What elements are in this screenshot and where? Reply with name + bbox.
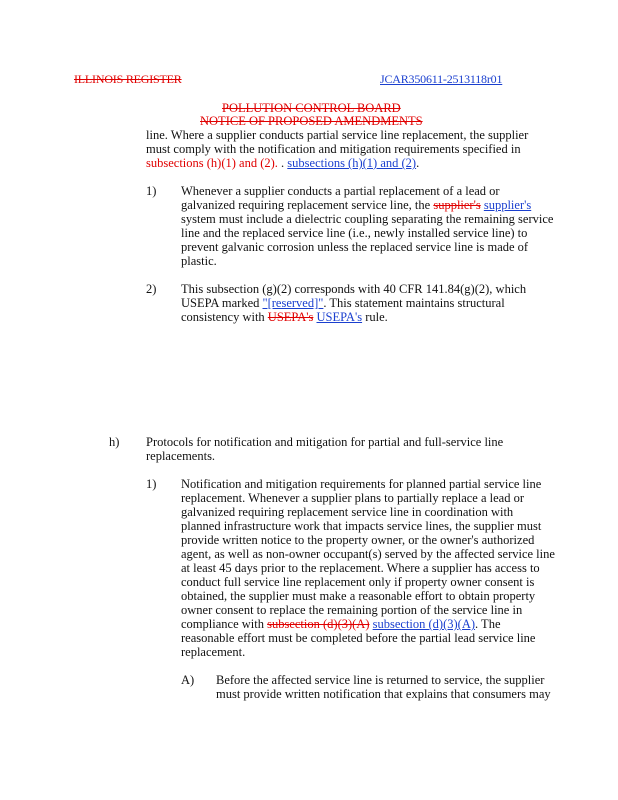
g1-line-2-text: galvanized requiring replacement service line, the (181, 198, 434, 212)
hA-line-1: Before the affected service line is returned to service, the supplier (216, 673, 545, 687)
g1-inserted-supplier: supplier's (483, 198, 532, 212)
g2-line-1: This subsection (g)(2) corresponds with 40 CFR 141.84(g)(2), which (181, 282, 527, 296)
g2-inserted-usepa: USEPA's (316, 310, 363, 324)
title-board: POLLUTION CONTROL BOARD (222, 101, 401, 115)
g2-number: 2) (146, 282, 157, 296)
g1-line-1: Whenever a supplier conducts a partial replacement of a lead or (181, 184, 500, 198)
h1-line-5: provide written notice to the property owner, or the owner's authorized (181, 533, 535, 547)
title-notice: NOTICE OF PROPOSED AMENDMENTS (200, 114, 423, 128)
h1-line-11-text: compliance with (181, 617, 268, 631)
h-line-1: Protocols for notification and mitigation for partial and full-service line (146, 435, 504, 449)
g1-line-4: line and the replaced service line (i.e., newly installed service line) to (181, 226, 528, 240)
intro-line-3 (146, 156, 419, 171)
g2-line-2-tail: . This statement maintains structural (323, 296, 505, 310)
h1-line-3: galvanized requiring replacement service line in coordination with (181, 505, 514, 519)
g2-line-2-text: USEPA marked (181, 296, 263, 310)
h1-line-11 (181, 617, 501, 632)
h1-line-8: conduct full service line replacement only if property owner consent is (181, 575, 535, 589)
h1-line-7: at least 45 days prior to the replacement. Where a supplier has access to (181, 561, 540, 575)
h1-line-1: Notification and mitigation requirements for planned partial service line (181, 477, 542, 491)
g2-deleted-usepa: USEPA's (267, 310, 314, 324)
h1-line-9: obtained, the supplier must make a reasonable effort to obtain property (181, 589, 536, 603)
g1-line-6: plastic. (181, 254, 217, 268)
h1-line-11-tail: . The (475, 617, 501, 631)
intro-period: . (416, 156, 420, 170)
g2-line-3-tail: rule. (362, 310, 388, 324)
g2-inserted-reserved: "[reserved]" (262, 296, 324, 310)
h1-line-2: replacement. Whenever a supplier plans to partially replace a lead or (181, 491, 525, 505)
intro-line-1: line. Where a supplier conducts partial service line replacement, the supplier (146, 128, 529, 142)
hA-number: A) (181, 673, 195, 687)
h-label: h) (109, 435, 120, 449)
g2-line-3-text: consistency with (181, 310, 268, 324)
g2-line-2 (181, 296, 505, 311)
h1-deleted-subsection: subsection (d)(3)(A) (267, 617, 370, 631)
g1-line-3: system must include a dielectric coupling separating the remaining service (181, 212, 554, 226)
header-illinois-register: ILLINOIS REGISTER (74, 72, 182, 86)
h1-line-12: reasonable effort must be completed before the partial lead service line (181, 631, 536, 645)
h1-line-6: agent, as well as non-owner occupant(s) served by the affected service line (181, 547, 555, 561)
h1-line-13: replacement. (181, 645, 246, 659)
g1-deleted-supplier: supplier's (433, 198, 481, 212)
intro-dots: . (277, 156, 288, 170)
intro-deleted-text: subsections (h)(1) and (2). (146, 156, 278, 170)
g2-line-3 (181, 310, 388, 325)
h1-line-4: planned infrastructure work that impacts service lines, the supplier must (181, 519, 542, 533)
h1-line-10: owner consent to replace the remaining portion of the service line in (181, 603, 523, 617)
hA-line-2: must provide written notification that explains that consumers may (216, 687, 551, 701)
h1-number: 1) (146, 477, 157, 491)
header-jcar-reference: JCAR350611-2513118r01 (380, 72, 503, 86)
g1-number: 1) (146, 184, 157, 198)
g1-line-5: prevent galvanic corrosion unless the replaced service line is made of (181, 240, 529, 254)
intro-inserted-text: subsections (h)(1) and (2) (287, 156, 417, 170)
g1-line-2 (181, 198, 531, 213)
h1-inserted-subsection: subsection (d)(3)(A) (372, 617, 476, 631)
h-line-2: replacements. (146, 449, 216, 463)
intro-line-2: must comply with the notification and mitigation requirements specified in (146, 142, 521, 156)
